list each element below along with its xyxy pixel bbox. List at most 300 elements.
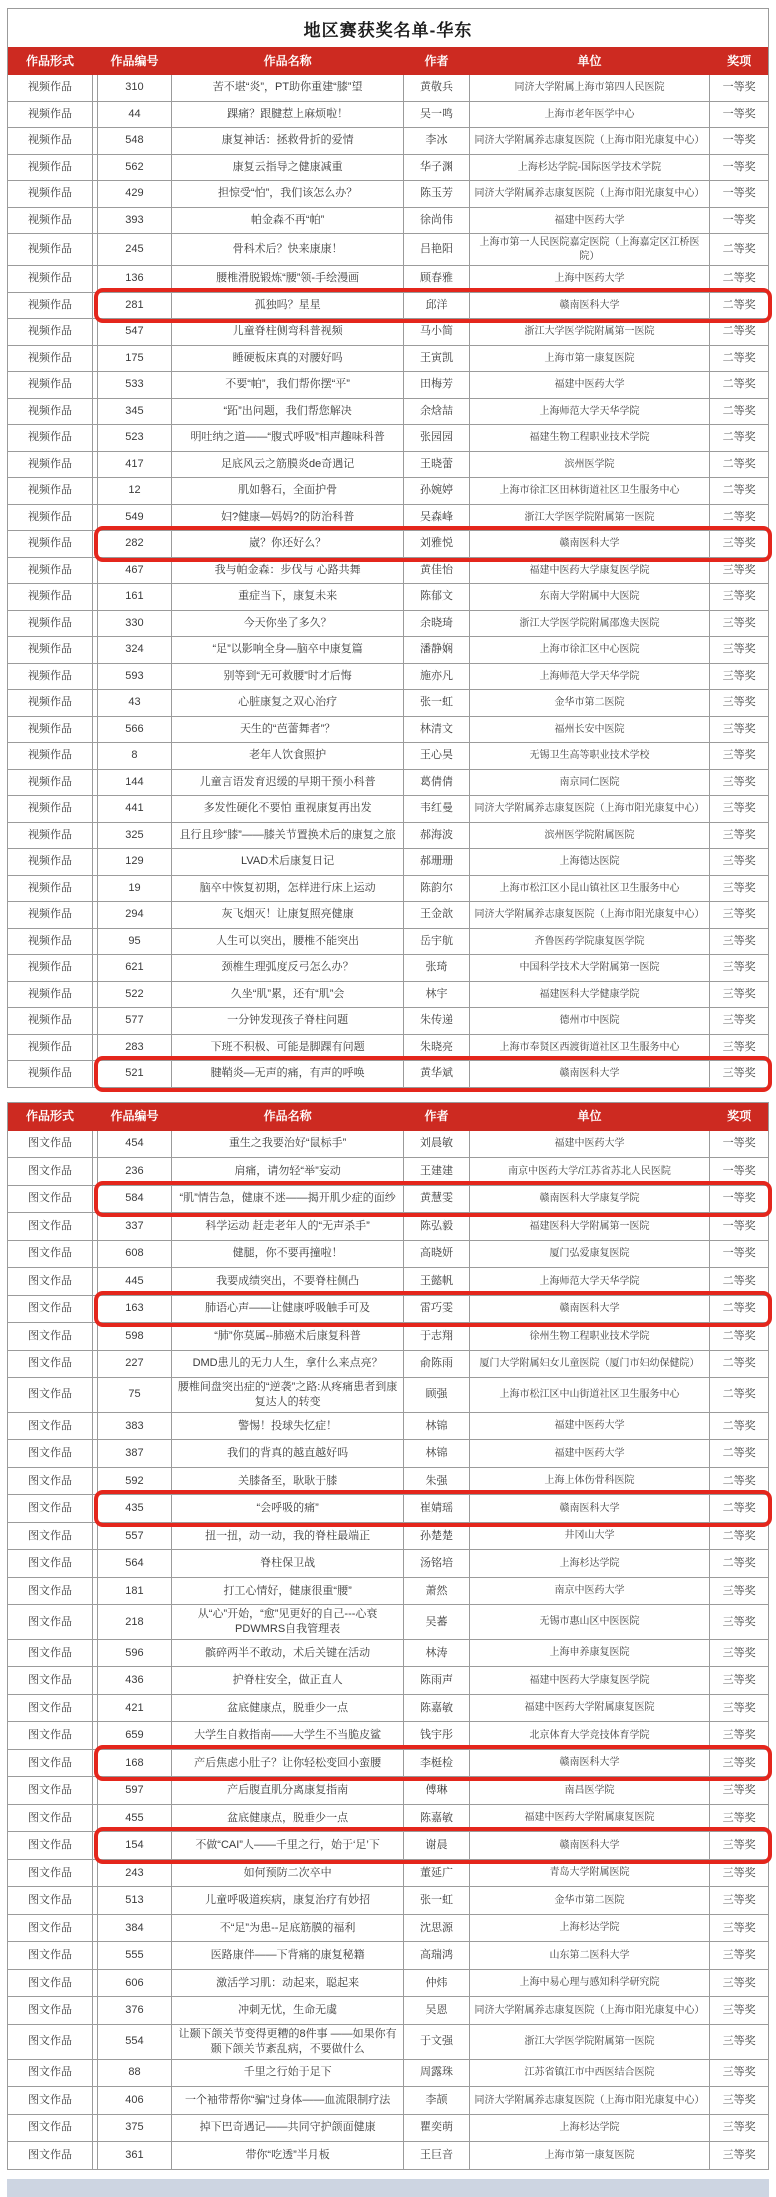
cell-author: 王晓蕾	[404, 452, 469, 478]
table-row	[8, 1241, 768, 1269]
cell-title: “足”以影响全身—脑卒中康复篇	[172, 637, 405, 663]
cell-form: 视频作品	[8, 266, 93, 292]
cell-form: 视频作品	[8, 717, 93, 743]
cell-award: 二等奖	[722, 1529, 756, 1542]
cell-award: 二等奖	[722, 351, 756, 364]
cell-org: 福建中医药大学	[470, 208, 711, 234]
cell-form: 视频作品	[8, 293, 93, 319]
cell-number: 441	[98, 796, 172, 822]
table-row	[8, 208, 768, 235]
cell-author: 王心昊	[404, 743, 469, 769]
cell-number: 597	[98, 1777, 172, 1804]
cell-number: 75	[98, 1378, 172, 1412]
cell-title: 扭一扭，动一动，我的脊柱最端正	[172, 1523, 405, 1550]
cell-author: 陈玉芳	[404, 181, 469, 207]
cell-title: 产后腹直肌分离康复指南	[172, 1777, 405, 1804]
cell-form: 图文作品	[8, 1777, 93, 1804]
cell-org: 上海市徐汇区田林街道社区卫生服务中心	[470, 478, 711, 504]
cell-form: 视频作品	[8, 1061, 93, 1087]
table-row	[8, 1942, 768, 1970]
cell-award: 三等奖	[722, 2004, 756, 2017]
table-row	[8, 1131, 768, 1159]
cell-form: 视频作品	[8, 531, 93, 557]
cell-award: 二等奖	[722, 298, 756, 311]
cell-org: 福建中医药大学	[470, 372, 711, 398]
cell-title: 打工心情好，健康很重“腰”	[172, 1578, 405, 1605]
page-title: 地区赛获奖名单-华东	[303, 21, 473, 40]
cell-author: 吴蕃	[404, 1605, 469, 1639]
table-row	[8, 1915, 768, 1943]
cell-award: 三等奖	[722, 987, 756, 1000]
cell-title: 明吐纳之道——“腹式呼吸”相声趣味科普	[172, 425, 405, 451]
cell-org: 赣南医科大学康复学院	[470, 1186, 711, 1213]
cell-title: 足底风云之筋膜炎de奇遇记	[172, 452, 405, 478]
cell-author: 沈思源	[404, 1915, 469, 1942]
cell-form: 视频作品	[8, 611, 93, 637]
cell-award: 三等奖	[722, 1014, 756, 1027]
cell-number: 522	[98, 982, 172, 1008]
cell-author: 林宇	[404, 982, 469, 1008]
cell-number: 547	[98, 319, 172, 345]
cell-form: 视频作品	[8, 1008, 93, 1034]
cell-org: 浙江大学医学院附属邵逸夫医院	[470, 611, 711, 637]
cell-title: 今天你坐了多久？	[172, 611, 405, 637]
table-row	[8, 1323, 768, 1351]
cell-title: 我们的背真的越直越好吗	[172, 1440, 405, 1467]
cell-title: 医路康伴——下背痛的康复秘籍	[172, 1942, 405, 1969]
cell-award: 三等奖	[722, 802, 756, 815]
cell-number: 227	[98, 1351, 172, 1378]
table-row	[8, 2142, 768, 2169]
cell-number: 554	[98, 2025, 172, 2059]
table-row	[8, 1158, 768, 1186]
cell-org: 赣南医科大学	[470, 1495, 711, 1522]
cell-author: 吴森峰	[404, 505, 469, 531]
cell-form: 图文作品	[8, 1131, 93, 1158]
cell-author: 李冰	[404, 128, 469, 154]
cell-author: 黄佳怡	[404, 558, 469, 584]
cell-award: 三等奖	[722, 1784, 756, 1797]
cell-award: 一等奖	[722, 1192, 756, 1205]
cell-award: 二等奖	[722, 1419, 756, 1432]
column-header: 单位	[577, 1109, 602, 1124]
cell-title: 盆底健康点，脱垂少一点	[172, 1805, 405, 1832]
cell-award: 三等奖	[722, 2148, 756, 2161]
cell-author: 高晓妍	[404, 1241, 469, 1268]
cell-title: 肩痛，请勿轻“举”妄动	[172, 1158, 405, 1185]
cell-title: “肺”你莫属--肺癌术后康复科普	[172, 1323, 405, 1350]
cell-org: 赣南医科大学	[470, 531, 711, 557]
table-row	[8, 47, 768, 75]
cell-title: 儿童脊柱侧弯科普视频	[172, 319, 405, 345]
cell-number: 144	[98, 770, 172, 796]
cell-title: 儿童呼吸道疾病，康复治疗有妙招	[172, 1887, 405, 1914]
cell-form: 图文作品	[8, 1440, 93, 1467]
cell-author: 王金歆	[404, 902, 469, 928]
award-table-video	[7, 8, 769, 1088]
cell-title: 儿童言语发育迟缓的早期干预小科普	[172, 770, 405, 796]
cell-author: 孙楚楚	[404, 1523, 469, 1550]
cell-org: 滨州医学院附属医院	[470, 823, 711, 849]
table-row	[8, 1695, 768, 1723]
cell-number: 436	[98, 1667, 172, 1694]
cell-award: 三等奖	[722, 2093, 756, 2106]
cell-award: 二等奖	[722, 1557, 756, 1570]
award-table-graphic	[7, 1102, 769, 2170]
cell-form: 图文作品	[8, 1750, 93, 1777]
cell-form: 图文作品	[8, 1832, 93, 1859]
cell-award: 一等奖	[722, 81, 756, 94]
cell-number: 324	[98, 637, 172, 663]
cell-title: DMD患儿的无力人生，拿什么来点亮？	[172, 1351, 405, 1378]
cell-award: 一等奖	[722, 213, 756, 226]
cell-award: 二等奖	[722, 325, 756, 338]
table-row	[8, 1667, 768, 1695]
cell-author: 谢晨	[404, 1832, 469, 1859]
cell-form: 视频作品	[8, 128, 93, 154]
cell-award: 三等奖	[722, 881, 756, 894]
cell-org: 同济大学附属养志康复医院（上海市阳光康复中心）	[470, 902, 711, 928]
column-header: 作者	[424, 1109, 449, 1124]
cell-number: 608	[98, 1241, 172, 1268]
cell-org: 赣南医科大学	[470, 1061, 711, 1087]
cell-title: 腰椎间盘突出症的“逆袭”之路:从疼痛患者到康复达人的转变	[172, 1378, 405, 1412]
cell-form: 视频作品	[8, 902, 93, 928]
cell-title: 髌碎两半不敢动，术后关键在活动	[172, 1640, 405, 1667]
cell-org: 赣南医科大学	[470, 1296, 711, 1323]
cell-form: 图文作品	[8, 1915, 93, 1942]
cell-form: 视频作品	[8, 1035, 93, 1061]
cell-form: 视频作品	[8, 234, 93, 265]
cell-award: 三等奖	[722, 1949, 756, 1962]
cell-number: 596	[98, 1640, 172, 1667]
cell-org: 上海市第一康复医院	[470, 346, 711, 372]
cell-award: 一等奖	[722, 160, 756, 173]
cell-title: 肺语心声——让健康呼吸触手可及	[172, 1296, 405, 1323]
cell-title: 产后焦虑小肚子？让你轻松变回小蛮腰	[172, 1750, 405, 1777]
cell-award: 二等奖	[722, 1357, 756, 1370]
cell-title: 不“足”为患--足底筋膜的福利	[172, 1915, 405, 1942]
cell-org: 上海市奉贤区西渡街道社区卫生服务中心	[470, 1035, 711, 1061]
cell-award: 三等奖	[722, 1729, 756, 1742]
table-row	[8, 346, 768, 373]
column-header: 作品编号	[110, 53, 159, 68]
column-header: 作品名称	[263, 53, 312, 68]
cell-award: 三等奖	[722, 1894, 756, 1907]
cell-author: 刘晨敏	[404, 1131, 469, 1158]
table-row	[8, 1413, 768, 1441]
cell-form: 图文作品	[8, 1722, 93, 1749]
cell-author: 孙婉婷	[404, 478, 469, 504]
cell-award: 二等奖	[722, 431, 756, 444]
cell-form: 图文作品	[8, 1296, 93, 1323]
cell-number: 406	[98, 2087, 172, 2114]
cell-form: 图文作品	[8, 1970, 93, 1997]
table-header	[8, 1103, 768, 1131]
cell-number: 161	[98, 584, 172, 610]
cell-title: 让颞下颌关节变得更糟的8件事 ——如果你有颞下颌关节紊乱病，不要做什么	[172, 2025, 405, 2059]
cell-form: 图文作品	[8, 1523, 93, 1550]
cell-award: 三等奖	[722, 696, 756, 709]
cell-title: 骨科术后？快来康康！	[172, 234, 405, 265]
cell-title: 心脏康复之双心治疗	[172, 690, 405, 716]
cell-author: 林锦	[404, 1413, 469, 1440]
cell-title: 担惊受“怕”，我们该怎么办？	[172, 181, 405, 207]
cell-form: 图文作品	[8, 1351, 93, 1378]
table-row	[8, 849, 768, 876]
cell-form: 图文作品	[8, 1640, 93, 1667]
cell-org: 福建中医药大学	[470, 1413, 711, 1440]
cell-title: 腱鞘炎—无声的痛，有声的呼唤	[172, 1061, 405, 1087]
cell-form: 视频作品	[8, 849, 93, 875]
cell-author: 施亦凡	[404, 664, 469, 690]
table-row	[8, 1061, 768, 1087]
cell-author: 余晓琦	[404, 611, 469, 637]
cell-award: 三等奖	[722, 1615, 756, 1628]
cell-author: 刘雅悦	[404, 531, 469, 557]
cell-form: 视频作品	[8, 955, 93, 981]
cell-org: 滨州医学院	[470, 452, 711, 478]
cell-form: 视频作品	[8, 399, 93, 425]
cell-award: 三等奖	[722, 1976, 756, 1989]
cell-title: LVAD术后康复日记	[172, 849, 405, 875]
cell-form: 图文作品	[8, 1323, 93, 1350]
cell-org: 福建中医药大学	[470, 1440, 711, 1467]
cell-award: 三等奖	[722, 1839, 756, 1852]
cell-award: 二等奖	[722, 457, 756, 470]
cell-org: 福州长安中医院	[470, 717, 711, 743]
cell-award: 一等奖	[722, 187, 756, 200]
cell-number: 337	[98, 1213, 172, 1240]
cell-number: 593	[98, 664, 172, 690]
cell-award: 三等奖	[722, 1584, 756, 1597]
table-row	[8, 1523, 768, 1551]
cell-author: 周露珠	[404, 2060, 469, 2087]
cell-org: 上海市松江区中山街道社区卫生服务中心	[470, 1378, 711, 1412]
cell-org: 同济大学附属养志康复医院（上海市阳光康复中心）	[470, 1997, 711, 2024]
cell-org: 上海师范大学天华学院	[470, 1268, 711, 1295]
cell-form: 图文作品	[8, 1268, 93, 1295]
cell-award: 一等奖	[722, 1164, 756, 1177]
table-row	[8, 266, 768, 293]
cell-title: 康复云指导之健康减重	[172, 155, 405, 181]
cell-org: 赣南医科大学	[470, 1832, 711, 1859]
cell-form: 图文作品	[8, 1805, 93, 1832]
cell-org: 福建生物工程职业技术学院	[470, 425, 711, 451]
cell-number: 429	[98, 181, 172, 207]
cell-number: 12	[98, 478, 172, 504]
cell-number: 88	[98, 2060, 172, 2087]
table-row	[8, 293, 768, 320]
cell-title: 苦不堪“炎”，PT助你重建“膝”望	[172, 75, 405, 101]
cell-author: 黄华斌	[404, 1061, 469, 1087]
cell-number: 549	[98, 505, 172, 531]
cell-author: 于文强	[404, 2025, 469, 2059]
cell-form: 视频作品	[8, 743, 93, 769]
table-row	[8, 1970, 768, 1998]
cell-number: 95	[98, 929, 172, 955]
cell-author: 汤铭培	[404, 1550, 469, 1577]
cell-author: 王懿帆	[404, 1268, 469, 1295]
cell-author: 陈雨声	[404, 1667, 469, 1694]
cell-org: 无锡卫生高等职业技术学校	[470, 743, 711, 769]
cell-author: 顾春雅	[404, 266, 469, 292]
cell-author: 吴一鸣	[404, 102, 469, 128]
cell-author: 黄慧雯	[404, 1186, 469, 1213]
cell-org: 金华市第二医院	[470, 1887, 711, 1914]
cell-org: 浙江大学医学院附属第一医院	[470, 2025, 711, 2059]
cell-award: 三等奖	[722, 749, 756, 762]
cell-author: 潘静娴	[404, 637, 469, 663]
cell-org: 中国科学技术大学附属第一医院	[470, 955, 711, 981]
table-row	[8, 2025, 768, 2060]
cell-form: 视频作品	[8, 796, 93, 822]
table-row	[8, 1186, 768, 1214]
table-row	[8, 796, 768, 823]
cell-author: 于志翔	[404, 1323, 469, 1350]
cell-award: 三等奖	[722, 1811, 756, 1824]
cell-org: 德州市中医院	[470, 1008, 711, 1034]
cell-author: 葛倩倩	[404, 770, 469, 796]
table-row	[8, 372, 768, 399]
cell-form: 视频作品	[8, 181, 93, 207]
cell-form: 视频作品	[8, 102, 93, 128]
cell-author: 徐尚伟	[404, 208, 469, 234]
cell-org: 上海杉达学院	[470, 1915, 711, 1942]
cell-number: 564	[98, 1550, 172, 1577]
cell-org: 赣南医科大学	[470, 293, 711, 319]
cell-title: 千里之行始于足下	[172, 2060, 405, 2087]
table-row	[8, 743, 768, 770]
table-row	[8, 1008, 768, 1035]
table-row	[8, 1378, 768, 1413]
cell-form: 图文作品	[8, 1413, 93, 1440]
cell-author: 邱洋	[404, 293, 469, 319]
cell-author: 朱传递	[404, 1008, 469, 1034]
cell-number: 154	[98, 1832, 172, 1859]
cell-award: 二等奖	[722, 272, 756, 285]
cell-title: 不要“帕”，我们帮你摆“平”	[172, 372, 405, 398]
next-section-strip	[7, 2179, 769, 2197]
cell-author: 陈韵尔	[404, 876, 469, 902]
cell-number: 361	[98, 2142, 172, 2169]
cell-form: 图文作品	[8, 1887, 93, 1914]
cell-title: 帕金森不再“帕”	[172, 208, 405, 234]
cell-award: 三等奖	[722, 1756, 756, 1769]
cell-author: 王巨音	[404, 2142, 469, 2169]
cell-form: 视频作品	[8, 75, 93, 101]
cell-title: 腰椎滑脱锻炼“腰”领-手绘漫画	[172, 266, 405, 292]
cell-number: 393	[98, 208, 172, 234]
cell-form: 图文作品	[8, 1378, 93, 1412]
cell-form: 图文作品	[8, 1158, 93, 1185]
table-row	[8, 1777, 768, 1805]
cell-title: 肌如磐石，全面护骨	[172, 478, 405, 504]
cell-award: 二等奖	[722, 404, 756, 417]
cell-title: 颈椎生理弧度反弓怎么办？	[172, 955, 405, 981]
cell-award: 三等奖	[722, 537, 756, 550]
cell-title: 重症当下，康复未来	[172, 584, 405, 610]
cell-org: 上海上体伤骨科医院	[470, 1468, 711, 1495]
cell-award: 三等奖	[722, 616, 756, 629]
cell-number: 562	[98, 155, 172, 181]
cell-title: 科学运动 赶走老年人的“无声杀手”	[172, 1213, 405, 1240]
cell-author: 萧然	[404, 1578, 469, 1605]
cell-number: 129	[98, 849, 172, 875]
cell-org: 无锡市惠山区中医医院	[470, 1605, 711, 1639]
cell-title: 重生之我要治好“鼠标手”	[172, 1131, 405, 1158]
cell-org: 东南大学附属中大医院	[470, 584, 711, 610]
table-row	[8, 1550, 768, 1578]
table-row	[8, 1440, 768, 1468]
cell-author: 傅琳	[404, 1777, 469, 1804]
cell-number: 548	[98, 128, 172, 154]
cell-form: 图文作品	[8, 2060, 93, 2087]
cell-award: 三等奖	[722, 2066, 756, 2079]
table-row	[8, 717, 768, 744]
cell-org: 厦门大学附属妇女儿童医院（厦门市妇幼保健院）	[470, 1351, 711, 1378]
table-row	[8, 1103, 768, 1131]
table-row	[8, 637, 768, 664]
cell-title: 激活学习肌：动起来，聪起来	[172, 1970, 405, 1997]
cell-org: 南昌医学院	[470, 1777, 711, 1804]
cell-number: 606	[98, 1970, 172, 1997]
cell-org: 上海市第一人民医院嘉定医院（上海嘉定区江桥医院）	[470, 234, 711, 265]
cell-number: 659	[98, 1722, 172, 1749]
cell-org: 上海中易心理与感知科学研究院	[470, 1970, 711, 1997]
cell-number: 387	[98, 1440, 172, 1467]
table-row	[8, 102, 768, 129]
cell-award: 三等奖	[722, 1674, 756, 1687]
table-row	[8, 982, 768, 1009]
cell-form: 图文作品	[8, 1695, 93, 1722]
cell-org: 福建医科大学附属第一医院	[470, 1213, 711, 1240]
cell-award: 三等奖	[722, 1646, 756, 1659]
cell-award: 三等奖	[722, 775, 756, 788]
cell-award: 二等奖	[722, 1329, 756, 1342]
table-row	[8, 611, 768, 638]
cell-award: 二等奖	[722, 378, 756, 391]
cell-title: 健腿，你不要再撞啦！	[172, 1241, 405, 1268]
cell-author: 黄敬兵	[404, 75, 469, 101]
column-header: 奖项	[727, 1109, 752, 1124]
cell-author: 董延广	[404, 1860, 469, 1887]
cell-org: 上海德达医院	[470, 849, 711, 875]
cell-org: 同济大学附属养志康复医院（上海市阳光康复中心）	[470, 181, 711, 207]
cell-number: 592	[98, 1468, 172, 1495]
table-row	[8, 1468, 768, 1496]
cell-author: 林锦	[404, 1440, 469, 1467]
table-row	[8, 478, 768, 505]
table-row	[8, 1495, 768, 1523]
cell-author: 陈嘉敏	[404, 1805, 469, 1832]
cell-org: 福建中医药大学康复医学院	[470, 558, 711, 584]
cell-number: 243	[98, 1860, 172, 1887]
table-row	[8, 558, 768, 585]
cell-org: 厦门弘爱康复医院	[470, 1241, 711, 1268]
cell-org: 徐州生物工程职业技术学院	[470, 1323, 711, 1350]
column-header: 单位	[577, 53, 602, 68]
cell-award: 三等奖	[722, 855, 756, 868]
cell-award: 三等奖	[722, 669, 756, 682]
cell-author: 朱强	[404, 1468, 469, 1495]
cell-org: 福建中医药大学附属康复医院	[470, 1805, 711, 1832]
cell-author: 瞿奕萌	[404, 2115, 469, 2142]
cell-org: 上海市老年医学中心	[470, 102, 711, 128]
cell-number: 417	[98, 452, 172, 478]
cell-author: 张一虹	[404, 1887, 469, 1914]
cell-org: 上海杉达学院	[470, 1550, 711, 1577]
